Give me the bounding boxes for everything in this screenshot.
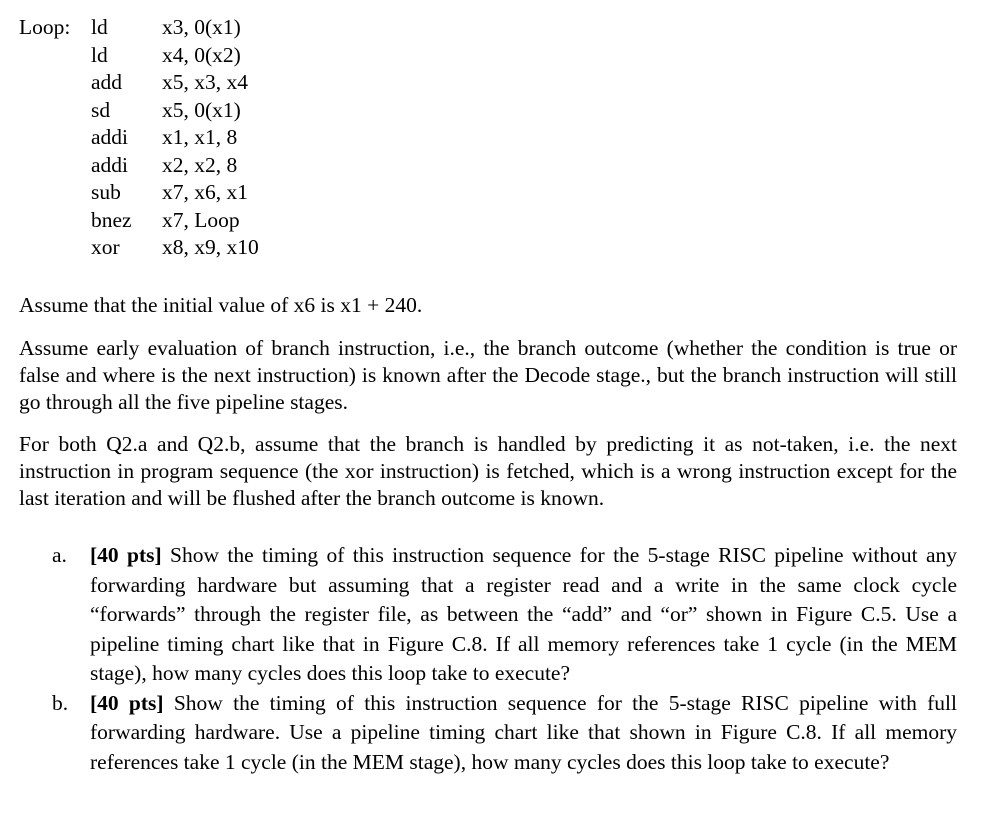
code-operands: x8, x9, x10 [162,235,259,259]
assumption-initial-x6: Assume that the initial value of x6 is x1 + 240. [19,293,423,317]
code-opcode: sub [91,180,121,204]
question-text: Show the timing of this instruction sequence for the 5-stage RISC pipeline without any forwarding hardware but assuming that a register read and a write in the same clock cycle “forwards” through the register file, as between the “add” and “or” shown in Figure C.5. Use a pipeline timing chart like that in Figure C.8. If all memory references take 1 cycle (in the MEM stage), how many cycles does this loop take to execute? [90,543,957,685]
question-text: Show the timing of this instruction sequence for the 5-stage RISC pipeline with full forwarding hardware. Use a pipeline timing chart like that shown in Figure C.8. If all memory references take 1 cycle (in the MEM stage), how many cycles does this loop take to execute? [90,690,957,774]
code-opcode: ld [91,15,108,39]
question-body [90,689,957,778]
code-operands: x3, 0(x1) [162,15,241,39]
code-opcode: addi [91,125,129,149]
question-a [52,541,957,689]
code-opcode: add [91,70,123,94]
code-opcode: addi [91,152,129,177]
code-operands: x1, x1, 8 [162,125,238,149]
code-operands: x2, x2, 8 [162,152,238,177]
question-marker: b. [52,690,69,715]
code-opcode: bnez [91,207,132,232]
code-operands: x4, 0(x2) [162,42,241,67]
code-operands: x7, x6, x1 [162,180,248,204]
question-list [52,541,957,777]
code-operands: x7, Loop [162,207,240,232]
assumption-predict-not-taken: For both Q2.a and Q2.b, assume that the branch is handled by predicting it as not-taken, i.e. the next instruction in program sequence (the xor instruction) is fetched, which is a wrong instruction except for the last iteration and will be flushed after the branch outcome is known. [19,432,957,510]
question-points: [40 pts] [90,690,164,715]
code-opcode: ld [91,42,108,67]
question-b [52,689,957,778]
question-marker: a. [52,543,67,567]
code-operands: x5, x3, x4 [162,70,248,94]
code-operands: x5, 0(x1) [162,97,241,122]
question-points: [40 pts] [90,543,162,567]
question-body [90,541,957,689]
code-label: Loop: [19,15,71,39]
code-opcode: sd [91,97,111,122]
assumption-early-branch-evaluation: Assume early evaluation of branch instruction, i.e., the branch outcome (whether the condition is true or false and where is the next instruction) is known after the Decode stage., but the branch instruction will still go through all the five pipeline stages. [19,336,957,414]
code-opcode: xor [91,235,120,259]
